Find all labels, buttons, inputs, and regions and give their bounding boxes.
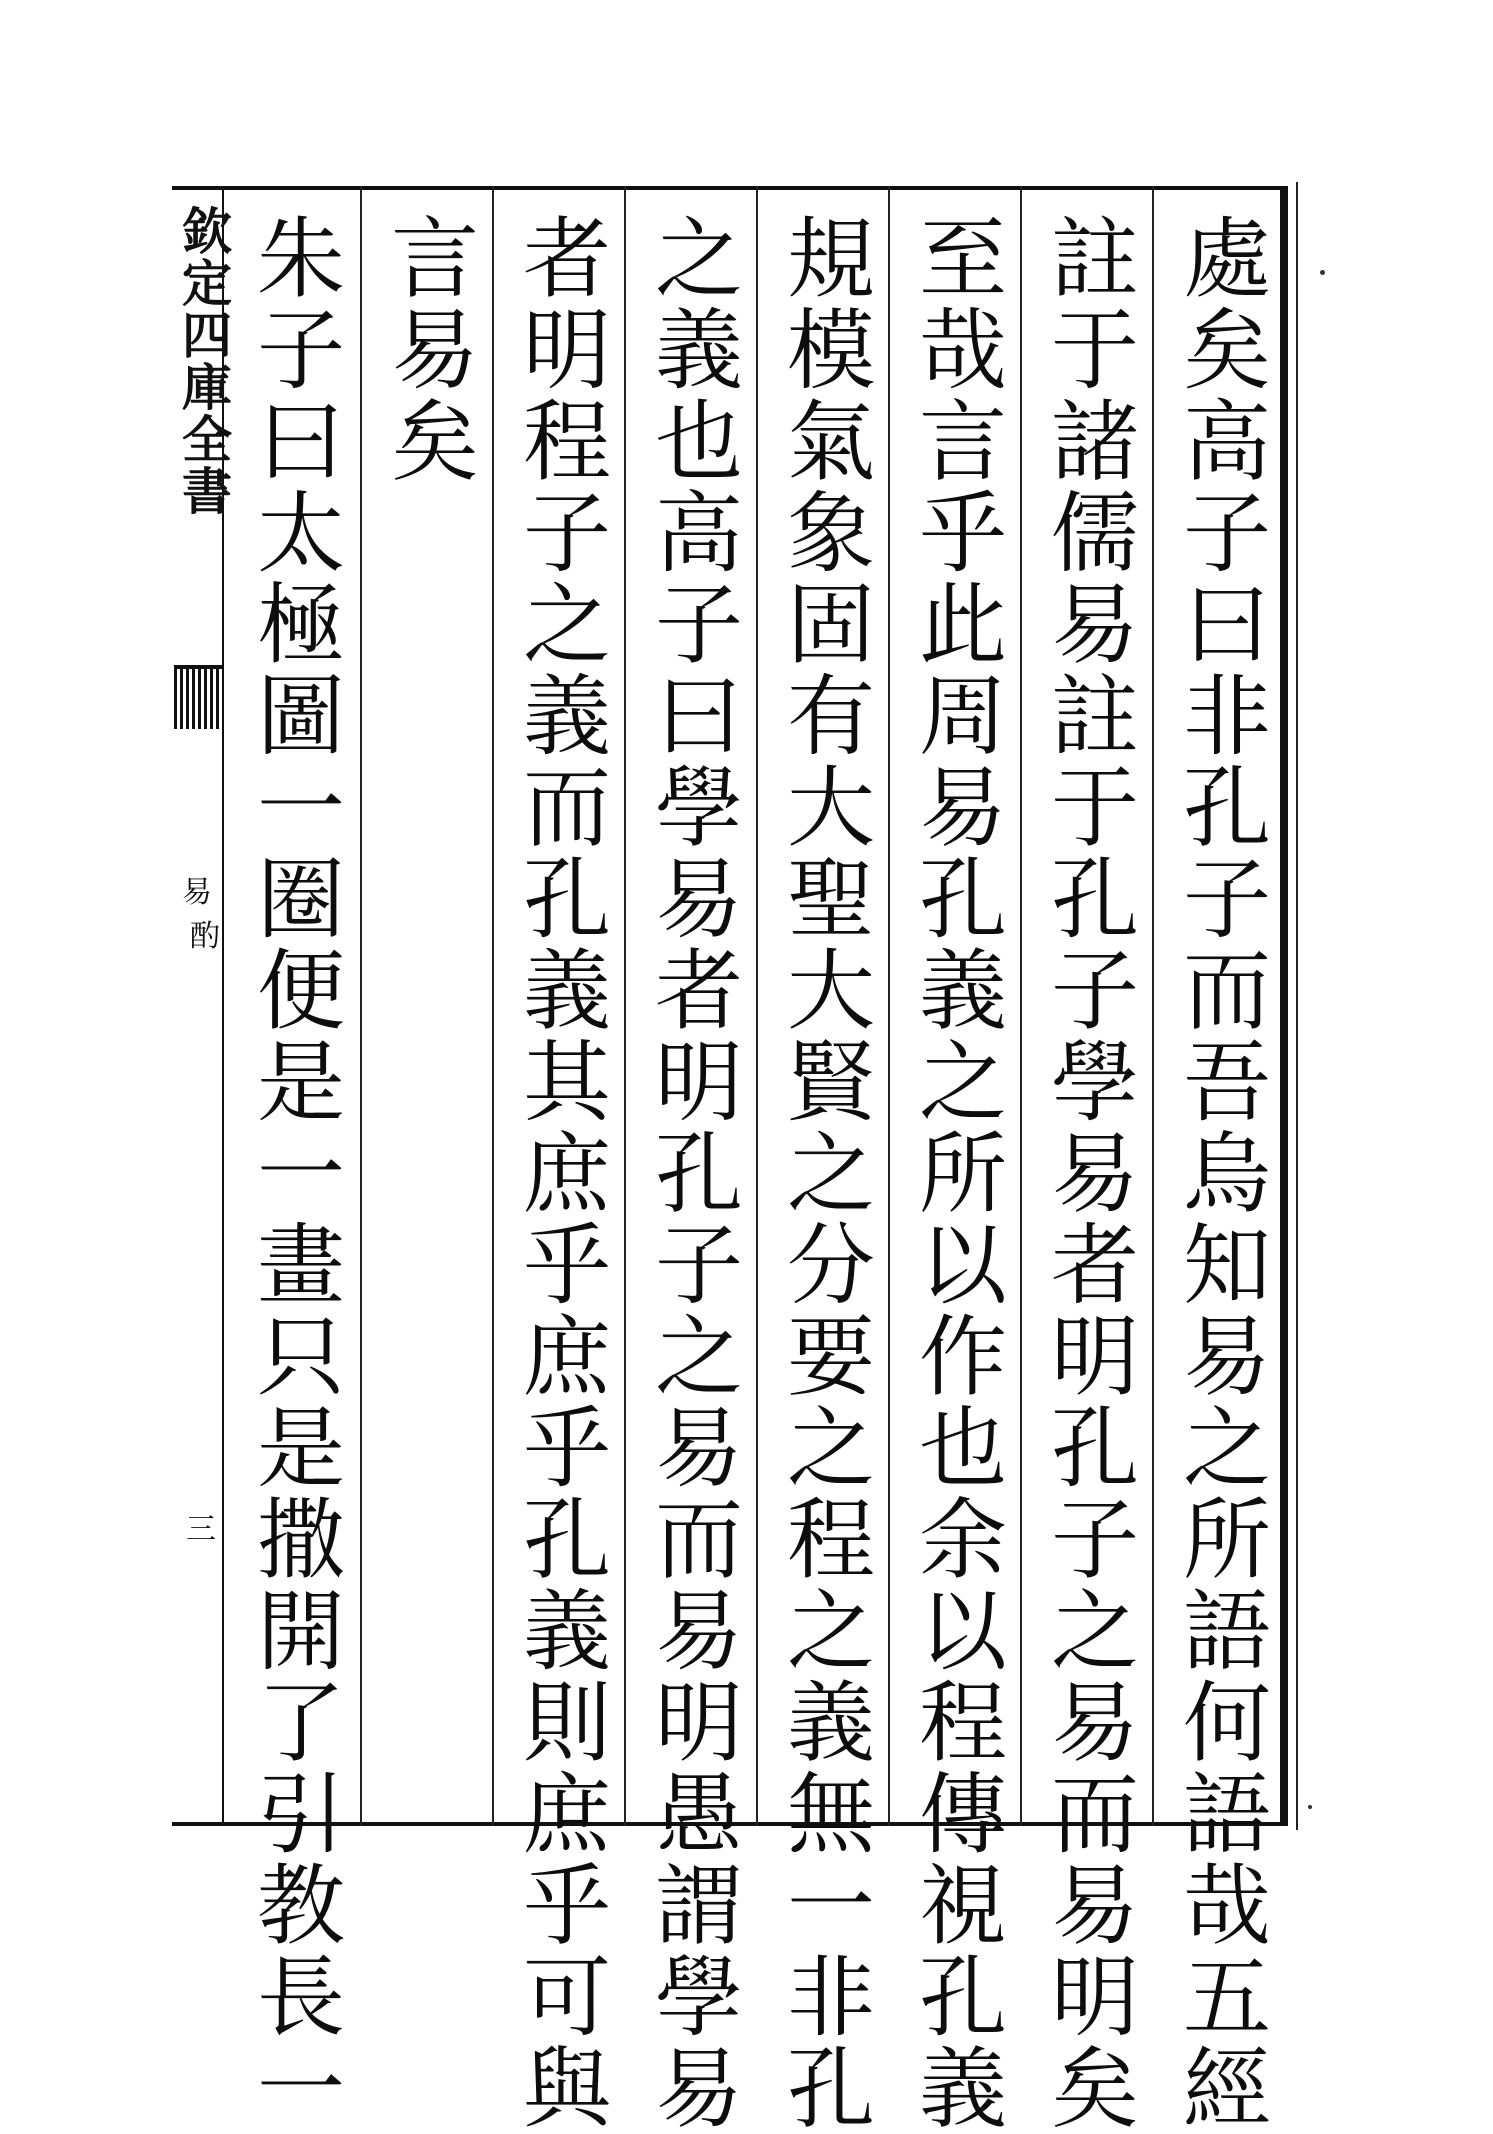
text-column-6	[494, 212, 626, 2134]
column-text: 言易矣	[377, 212, 480, 487]
gutter-book-title: 欽定四庫全書	[174, 205, 233, 517]
column-text: 者明程子之義而孔義其庶乎庶乎孔義則庶乎可與	[509, 212, 612, 2134]
text-column-2	[1022, 212, 1154, 2134]
text-column-4	[758, 212, 890, 2134]
text-column-5	[626, 212, 758, 2134]
fish-tail-mark	[174, 665, 222, 729]
column-text: 規模氣象固有大聖大賢之分要之程之義無一非孔	[773, 212, 876, 2134]
gutter-section-char-1: 易	[182, 875, 212, 910]
text-column-8	[228, 212, 360, 2134]
gutter-page-number: 三	[186, 1512, 216, 1547]
column-text: 之義也高子曰學易者明孔子之易而易明愚謂學易	[641, 212, 744, 2134]
column-text: 至哉言乎此周易孔義之所以作也余以程傳視孔義	[905, 212, 1008, 2134]
text-column-1	[1154, 212, 1286, 2134]
column-text: 處矣高子曰非孔子而吾烏知易之所語何語哉五經	[1169, 212, 1272, 2134]
text-column-7	[362, 212, 494, 1812]
gutter-section-char-2: 酌	[190, 919, 220, 954]
outer-border-line	[1296, 182, 1298, 1830]
text-column-3	[890, 212, 1022, 2134]
column-text: 朱子曰太極圖一圈便是一畫只是撒開了引教長一	[243, 212, 346, 2134]
scan-speck	[1320, 270, 1325, 275]
column-text: 註于諸儒易註于孔子學易者明孔子之易而易明矣	[1037, 212, 1140, 2134]
scan-speck	[1308, 1805, 1312, 1809]
